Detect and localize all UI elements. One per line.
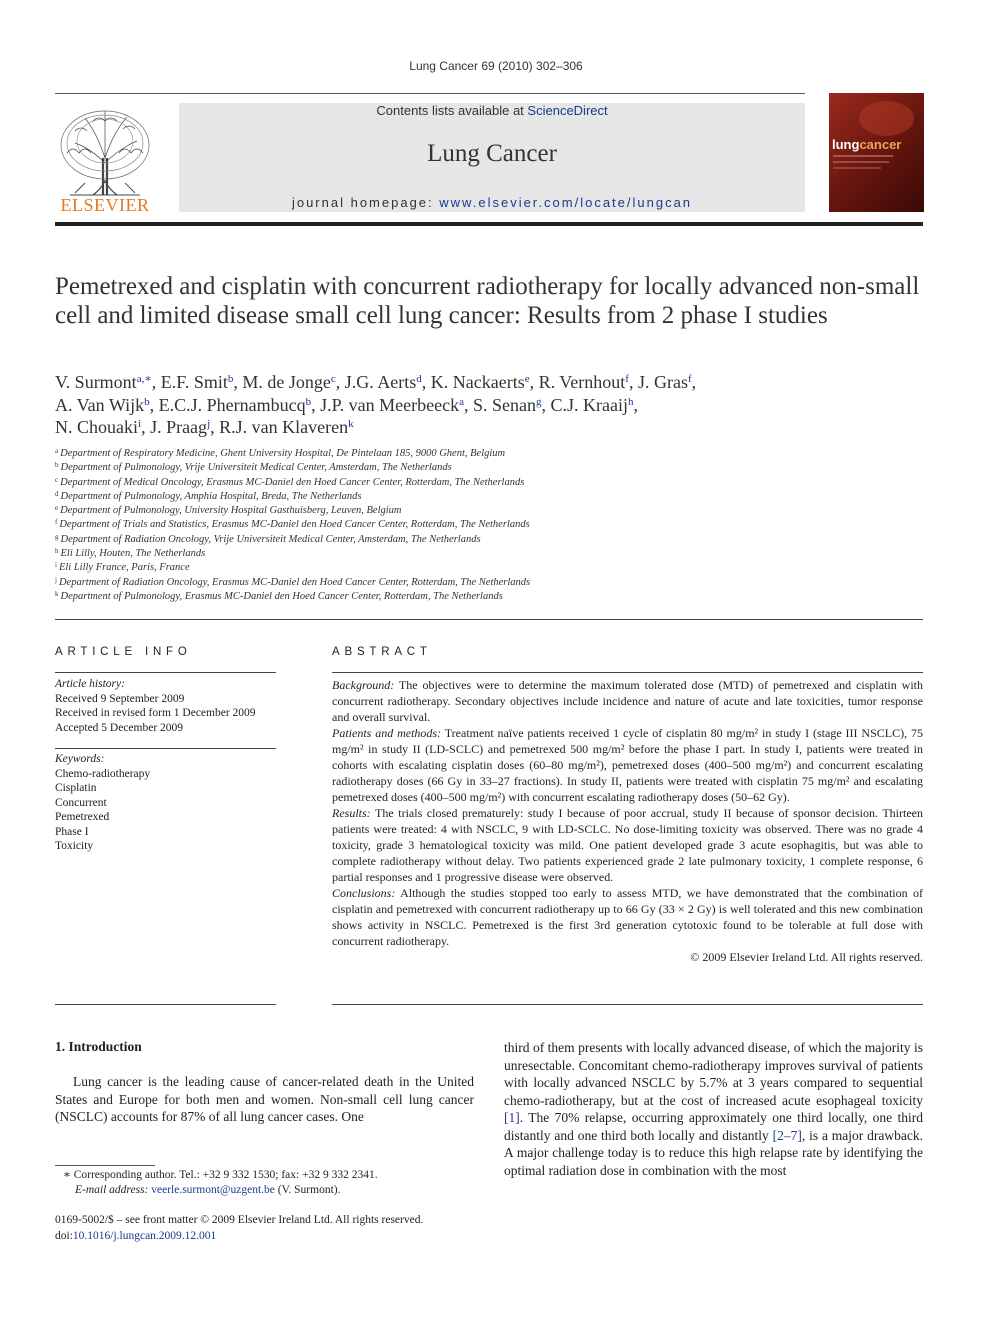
author-separator: , — [311, 394, 321, 415]
body-column-left — [55, 1073, 474, 1126]
keyword-item: Chemo-radiotherapy — [55, 767, 151, 780]
affiliation-key: h — [55, 547, 59, 556]
affiliation-b — [55, 461, 925, 475]
affiliation-key: k — [55, 589, 59, 598]
keyword-item: Pemetrexed — [55, 811, 110, 823]
affiliation-text: Department of Pulmonology, University Hospital Gasthuisberg, Leuven, Belgium — [60, 505, 402, 517]
contents-prefix: Contents lists available at — [376, 103, 524, 118]
author-affiliation-ref[interactable]: a,∗ — [136, 373, 152, 385]
affiliation-f — [55, 518, 925, 532]
reference-link-2-7[interactable]: [2–7] — [772, 1127, 802, 1143]
contents-line — [179, 103, 805, 118]
author-name: C.J. Kraaij — [550, 394, 628, 415]
keyword-item: Cisplatin — [55, 782, 97, 794]
sciencedirect-link[interactable]: ScienceDirect — [527, 103, 608, 118]
author-name: V. Surmont — [55, 372, 137, 392]
author-affiliation-ref[interactable]: b — [144, 395, 150, 408]
keywords-list — [55, 767, 276, 854]
section-heading-introduction: 1. Introduction — [55, 1039, 142, 1054]
abstract-bottom-rule — [332, 1004, 923, 1005]
affiliation-key: c — [55, 475, 59, 484]
keyword-item: Concurrent — [55, 796, 107, 809]
author-affiliation-ref[interactable]: d — [416, 373, 422, 385]
affiliation-text: Department of Pulmonology, Erasmus MC-Daniel den Hoed Cancer Center, Rotterdam, The Netherlands — [60, 590, 503, 602]
article-info-bottom-rule — [55, 1004, 276, 1005]
keywords-block — [55, 752, 276, 854]
affiliation-d — [55, 490, 925, 504]
author-name: N. Chouaki — [55, 417, 138, 437]
author-affiliation-ref[interactable]: b — [305, 395, 312, 408]
abstract-copyright: © 2009 Elsevier Ireland Ltd. All rights reserved. — [690, 950, 923, 964]
journal-homepage — [179, 195, 805, 210]
author-separator: , — [633, 394, 638, 415]
author-affiliation-ref[interactable]: k — [348, 418, 354, 430]
affiliation-text: Department of Medical Oncology, Erasmus MC-Daniel den Hoed Cancer Center, Rotterdam, The Netherlands — [60, 476, 525, 488]
doi-label: doi: — [55, 1229, 73, 1242]
affiliation-i — [55, 561, 925, 575]
keyword-item: Phase I — [55, 825, 89, 838]
affiliation-key: e — [55, 504, 59, 513]
doi-link[interactable]: 10.1016/j.lungcan.2009.12.001 — [72, 1229, 217, 1242]
affiliation-e — [55, 504, 925, 518]
abstract-background: Background: The objectives were to determine the maximum tolerated dose (MTD) of pemetrexed and cisplatin with concurrent radiotherapy. Secondary objectives include incidence and nature of acute and late toxicities, tumor response and overall survival. — [332, 678, 923, 724]
footnote — [55, 1168, 485, 1197]
intro-paragraph-continued: third of them presents with locally advanced disease, of which the majority is unresectable. Concomitant chemo-radiotherapy improves survival of patients with locally advanced NSCLC by 5.7% at 3 years compared to sequential chemo-radiotherapy, but at the cost of increased acute esophageal toxicity [1]. The 70% relapse, occurring approximately one third locally, one third distantly and one third both locally and distantly [2–7], is a major drawback. A major challenge today is to reduce this high relapse rate by identifying the optimal radiation dose in combination with the most — [504, 1040, 923, 1178]
keyword-item: Toxicity — [55, 840, 94, 852]
author-affiliation-ref[interactable]: j — [207, 418, 211, 430]
header-rule — [55, 93, 805, 94]
author-separator: , — [541, 394, 551, 415]
affiliation-text: Department of Trials and Statistics, Erasmus MC-Daniel den Hoed Cancer Center, Rotterdam, The Netherlands — [59, 519, 530, 531]
affiliation-j — [55, 576, 925, 590]
keywords-label: Keywords: — [55, 753, 105, 765]
affiliations — [55, 447, 925, 604]
author-affiliation-ref[interactable]: f — [687, 373, 692, 385]
journal-citation: Lung Cancer 69 (2010) 302–306 — [409, 59, 583, 73]
affiliation-c — [55, 476, 925, 490]
author-separator: , — [335, 372, 345, 392]
homepage-label: journal homepage: — [291, 195, 434, 210]
author-name: R.J. van Klaveren — [219, 417, 349, 437]
history-revised: Received in revised form 1 December 2009 — [55, 707, 256, 719]
cover-title-lung: lung — [832, 137, 860, 152]
elsevier-logo — [55, 103, 155, 215]
article-info-rule — [55, 672, 276, 673]
author-name: J.G. Aerts — [344, 372, 417, 392]
author-separator: , — [149, 394, 159, 415]
author-name: J. Praag — [150, 417, 208, 437]
author-separator: , — [463, 394, 473, 415]
author-affiliation-ref[interactable]: h — [627, 395, 634, 408]
author-separator: , — [141, 417, 151, 437]
author-affiliation-ref[interactable]: a — [459, 395, 464, 408]
affiliation-text: Department of Radiation Oncology, Erasmus MC-Daniel den Hoed Cancer Center, Rotterdam, The Netherlands — [58, 576, 531, 588]
author-name: J.P. van Meerbeeck — [320, 394, 460, 415]
header-thick-rule — [55, 222, 923, 226]
abstract-rule — [332, 672, 923, 673]
author-separator: , — [421, 372, 431, 392]
affiliation-g — [55, 533, 925, 547]
email-label: E-mail address: — [75, 1183, 149, 1196]
article-info-heading: ARTICLE INFO — [55, 646, 192, 658]
article-info — [55, 677, 276, 735]
affiliation-key: j — [55, 575, 57, 584]
author-affiliation-ref[interactable]: i — [138, 418, 142, 430]
cover-title-cancer: cancer — [859, 137, 902, 152]
author-separator: , — [233, 372, 243, 392]
author-name: J. Gras — [637, 372, 688, 392]
journal-cover — [829, 93, 924, 212]
email-link[interactable]: veerle.surmont@uzgent.be — [151, 1183, 275, 1196]
author-name: E.F. Smit — [160, 372, 228, 392]
author-separator: , — [210, 417, 220, 437]
issn-block — [55, 1213, 505, 1244]
affiliation-key: f — [55, 518, 58, 527]
abstract-methods: Patients and methods: Treatment naïve patients received 1 cycle of cisplatin 80 mg/m² in study I (stage III NSCLC), 75 mg/m² in study II (LD-SCLC) and pemetrexed 500 mg/m² before the phase I part. In study I, patients were treated in cohorts with escalating cisplatin doses (60–80 mg/m²), pemetrexed doses (400–500 mg/m²) and concurrent escalating radiotherapy doses (66 Gy in 33–27 fractions). In study II, patients were treated with cisplatin 75 mg/m² and escalating pemetrexed doses (400–500 mg/m²) with concurrent escalating radiotherapy doses (50–62 Gy). — [332, 726, 923, 804]
abstract-conclusions: Conclusions: Although the studies stopped too early to assess MTD, we have demonstrated that the combination of cisplatin and pemetrexed with concurrent radiotherapy up to 66 Gy (33 × 2 Gy) is well tolerated and this new combination shows activity in NSCLC. Pemetrexed is the first 3rd generation cytotoxic found to be tolerable at full dose with concurrent radiotherapy. — [332, 886, 923, 948]
affiliation-key: b — [55, 461, 59, 470]
author-affiliation-ref[interactable]: g — [535, 395, 542, 408]
reference-link-1[interactable]: [1] — [504, 1110, 520, 1125]
history-received: Received 9 September 2009 — [55, 692, 185, 705]
author-affiliation-ref[interactable]: c — [330, 373, 336, 385]
author-name: S. Senan — [472, 394, 536, 415]
affiliation-text: Department of Pulmonology, Vrije Universiteit Medical Center, Amsterdam, The Netherlands — [60, 462, 452, 474]
affiliation-a — [55, 447, 925, 461]
author-separator: , — [628, 372, 638, 392]
affiliation-h — [55, 547, 925, 561]
affiliation-text: Eli Lilly, Houten, The Netherlands — [60, 548, 206, 560]
author-affiliation-ref[interactable]: e — [524, 373, 530, 385]
article-title: Pemetrexed and cisplatin with concurrent radiotherapy for locally advanced non-small cell and limited disease small cell lung cancer: Results from 2 phase I studies — [55, 273, 920, 329]
author-separator: , — [529, 372, 539, 392]
doi-line — [55, 1229, 505, 1245]
affiliation-key: g — [55, 532, 59, 541]
affiliation-k — [55, 590, 925, 604]
author-name: K. Nackaerts — [430, 372, 525, 392]
author-list — [55, 371, 925, 439]
journal-title: Lung Cancer — [427, 140, 557, 167]
affiliation-text: Department of Respiratory Medicine, Ghent University Hospital, De Pintelaan 185, 9000 Ghent, Belgium — [60, 448, 506, 459]
affiliation-key: d — [55, 489, 59, 498]
homepage-link[interactable]: www.elsevier.com/locate/lungcan — [439, 195, 693, 210]
author-name: A. Van Wijk — [55, 394, 145, 415]
keywords-rule — [55, 748, 276, 749]
affiliation-text: Department of Radiation Oncology, Vrije Universiteit Medical Center, Amsterdam, The Netherlands — [60, 533, 481, 545]
author-name: R. Vernhout — [538, 372, 626, 392]
author-separator: , — [691, 372, 697, 392]
footnote-rule — [55, 1165, 155, 1166]
email-suffix: (V. Surmont). — [274, 1183, 341, 1196]
author-name: E.C.J. Phernambucq — [158, 394, 306, 415]
author-affiliation-ref[interactable]: b — [227, 373, 234, 385]
body-column-right — [504, 1039, 923, 1179]
intro-paragraph: Lung cancer is the leading cause of cancer-related death in the United States and Europe for both men and women. Non-small cell lung cancer (NSCLC) accounts for 87% of all lung cancer cases. One — [55, 1074, 474, 1124]
affiliation-key: a — [55, 447, 59, 455]
affiliation-key: i — [55, 561, 57, 570]
abstract-body — [332, 677, 923, 965]
abstract-results: Results: The trials closed prematurely: study I because of poor accrual, study II because of sponsor decision. Thirteen patients were treated: 4 with NSCLC, 9 with LD-SCLC. No dose-limiting toxicity was observed. There was no grade 4 toxicity, grade 3 hematological toxicity was mild. One patient developed grade 3 acute esophagitis, but was able to complete radiotherapy without delay. Two patients experienced grade 2 late pulmonary toxicity, 1 complete response, 6 partial responses and 1 progressive disease were observed. — [332, 806, 923, 884]
history-accepted: Accepted 5 December 2009 — [55, 721, 184, 734]
email-line — [55, 1183, 485, 1198]
abstract-heading: ABSTRACT — [332, 646, 432, 658]
affiliation-text: Eli Lilly France, Paris, France — [58, 562, 190, 574]
history-label: Article history: — [55, 678, 125, 690]
section-rule — [55, 619, 923, 620]
author-name: M. de Jonge — [242, 372, 331, 392]
front-matter-line: 0169-5002/$ – see front matter © 2009 Elsevier Ireland Ltd. All rights reserved. — [55, 1214, 424, 1226]
corresponding-author: ∗ Corresponding author. Tel.: +32 9 332 1530; fax: +32 9 332 2341. — [63, 1169, 378, 1181]
author-affiliation-ref[interactable]: f — [625, 373, 629, 385]
affiliation-text: Department of Pulmonology, Amphia Hospital, Breda, The Netherlands — [60, 490, 362, 502]
author-separator: , — [151, 372, 161, 392]
elsevier-wordmark: ELSEVIER — [60, 195, 150, 215]
